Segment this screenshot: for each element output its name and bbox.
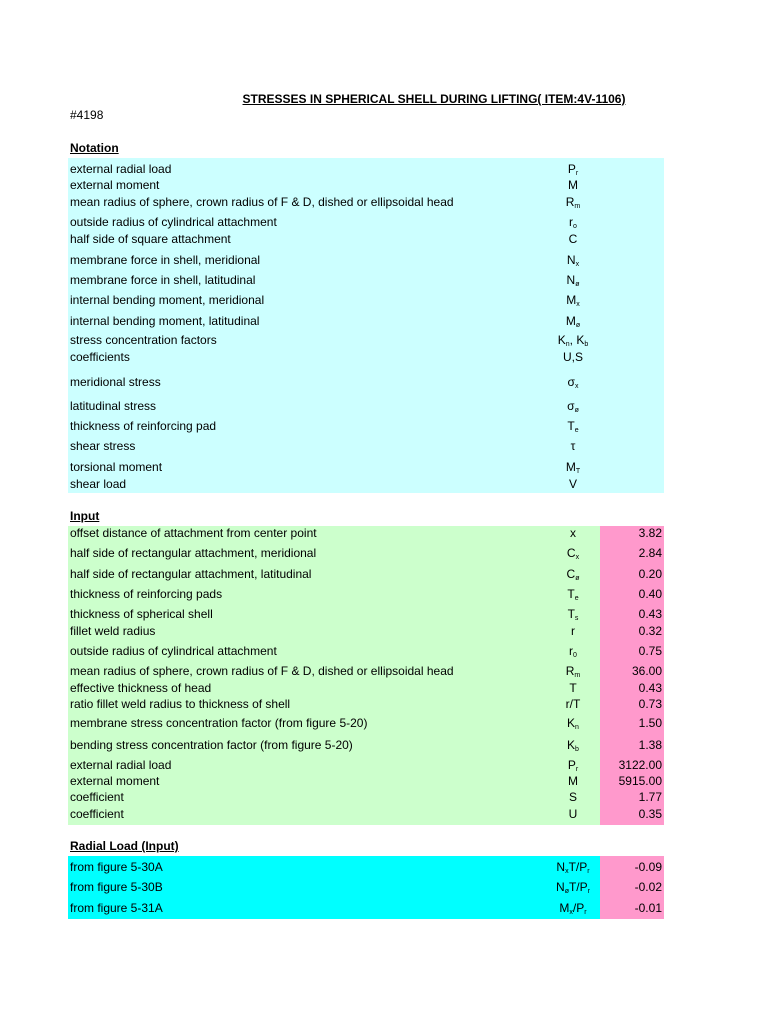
table-row [70, 696, 662, 712]
table-row [70, 214, 662, 230]
symbol-base-2: T/P [568, 880, 588, 894]
row-label: half side of square attachment [70, 232, 231, 246]
row-label: external moment [70, 178, 160, 192]
row-label: bending stress concentration factor (from figure 5-20) [70, 738, 353, 752]
table-row [70, 349, 662, 365]
symbol-base: N [556, 880, 565, 894]
symbol-base: r/T [565, 697, 581, 711]
table-row [70, 418, 662, 434]
symbol-base: N [566, 253, 576, 267]
table-row [70, 663, 662, 679]
row-value: 1.77 [638, 790, 662, 804]
table-row [70, 606, 662, 622]
row-label: membrane force in shell, meridional [70, 253, 261, 267]
document-number: #4198 [70, 108, 104, 122]
row-label: outside radius of cylindrical attachment [70, 644, 277, 658]
row-value: 5915.00 [618, 774, 662, 788]
symbol-base: T [567, 587, 575, 601]
symbol-base-2: /P [572, 901, 585, 915]
table-row [70, 161, 662, 177]
symbol-subscript: e [574, 427, 579, 434]
symbol-subscript-2: r [584, 909, 587, 916]
row-label: external radial load [70, 758, 172, 772]
row-label: membrane stress concentration factor (from figure 5-20) [70, 716, 368, 730]
symbol-base: V [568, 477, 577, 491]
symbol-base: N [556, 860, 566, 874]
symbol-base: U,S [562, 350, 583, 364]
symbol-subscript: s [574, 615, 579, 622]
symbol-subscript: n [575, 724, 579, 731]
symbol-subscript: x [565, 868, 569, 875]
row-label: half side of rectangular attachment, meridional [70, 546, 317, 560]
row-label: from figure 5-30A [70, 860, 163, 874]
row-value: -0.02 [634, 880, 662, 894]
row-label: outside radius of cylindrical attachment [70, 215, 277, 229]
row-value: 1.50 [638, 716, 662, 730]
table-row [70, 586, 662, 602]
symbol-subscript: ø [575, 575, 580, 582]
table-row [70, 545, 662, 561]
symbol-base: M [559, 901, 570, 915]
row-value: 0.20 [638, 567, 662, 581]
symbol-base: T [569, 681, 577, 695]
table-row [70, 177, 662, 193]
table-row [70, 900, 662, 916]
row-label: external moment [70, 774, 160, 788]
row-label: coefficients [70, 350, 130, 364]
symbol-base: τ [570, 439, 576, 453]
row-label: thickness of spherical shell [70, 607, 213, 621]
row-symbol [510, 418, 636, 434]
table-row [70, 292, 662, 308]
row-value: 0.35 [638, 807, 662, 821]
symbol-subscript: x [574, 383, 579, 390]
row-label: internal bending moment, latitudinal [70, 314, 260, 328]
row-label: thickness of reinforcing pads [70, 587, 223, 601]
row-label: half side of rectangular attachment, latitudinal [70, 567, 312, 581]
row-label: coefficient [70, 790, 124, 804]
row-symbol [510, 374, 636, 390]
row-label: fillet weld radius [70, 624, 156, 638]
row-symbol [510, 194, 636, 210]
symbol-base: T [567, 419, 575, 433]
table-row [70, 476, 662, 492]
symbol-base: T [567, 607, 575, 621]
row-label: offset distance of attachment from center point [70, 526, 317, 540]
row-symbol [510, 272, 636, 288]
symbol-subscript: x [575, 554, 580, 561]
table-row [70, 715, 662, 731]
symbol-subscript: 0 [573, 652, 577, 659]
symbol-base: σ [567, 375, 575, 389]
table-row [70, 272, 662, 288]
row-value: 0.43 [638, 681, 662, 695]
row-label: internal bending moment, meridional [70, 293, 265, 307]
row-value: 0.32 [638, 624, 662, 638]
symbol-base: U [568, 807, 578, 821]
table-row [70, 859, 662, 875]
row-label: stress concentration factors [70, 333, 217, 347]
symbol-base: K [557, 333, 566, 347]
table-row [70, 459, 662, 475]
table-row [70, 643, 662, 659]
symbol-subscript: b [575, 746, 579, 753]
row-label: shear stress [70, 439, 136, 453]
row-symbol [510, 292, 636, 308]
row-value: -0.09 [634, 860, 662, 874]
symbol-subscript: ø [575, 281, 580, 288]
row-symbol [510, 438, 636, 454]
symbol-base: P [567, 162, 576, 176]
table-row [70, 194, 662, 210]
symbol-subscript: ø [574, 407, 579, 414]
symbol-base-2: T/P [568, 860, 588, 874]
row-label: ratio fillet weld radius to thickness of shell [70, 697, 291, 711]
symbol-base-2: , K [569, 333, 585, 347]
row-value: 0.75 [638, 644, 662, 658]
document-title: STRESSES IN SPHERICAL SHELL DURING LIFTING( ITEM:4V-1106) [242, 92, 626, 106]
row-symbol [510, 398, 636, 414]
symbol-base: K [567, 738, 576, 752]
row-label: mean radius of sphere, crown radius of F & D, dished or ellipsoidal head [70, 664, 454, 678]
row-value: 3.82 [638, 526, 662, 540]
table-row [70, 806, 662, 822]
row-label: effective thickness of head [70, 681, 212, 695]
row-label: external radial load [70, 162, 172, 176]
symbol-subscript-2: r [587, 888, 590, 895]
symbol-subscript: m [574, 203, 581, 210]
symbol-base: S [568, 790, 577, 804]
symbol-base: P [567, 758, 576, 772]
row-label: thickness of reinforcing pad [70, 419, 217, 433]
row-value: 0.43 [638, 607, 662, 621]
row-symbol [510, 161, 636, 177]
symbol-subscript: r [575, 170, 579, 177]
row-value: 3122.00 [618, 758, 662, 772]
row-symbol [510, 476, 636, 492]
symbol-subscript: x [575, 261, 580, 268]
symbol-base: σ [567, 399, 575, 413]
row-label: from figure 5-30B [70, 880, 163, 894]
notation-heading: Notation [70, 141, 119, 155]
table-row [70, 566, 662, 582]
symbol-base: R [565, 195, 575, 209]
symbol-base: C [566, 546, 576, 560]
row-label: meridional stress [70, 375, 161, 389]
symbol-base: M [568, 178, 578, 192]
symbol-base: C [566, 567, 576, 581]
symbol-base: r [569, 644, 574, 658]
symbol-base: K [567, 716, 576, 730]
symbol-subscript: o [573, 223, 577, 230]
table-row [70, 525, 662, 541]
row-value: 1.38 [638, 738, 662, 752]
row-symbol [510, 252, 636, 268]
row-label: torsional moment [70, 460, 163, 474]
symbol-subscript: ø [564, 888, 569, 895]
radial-heading: Radial Load (Input) [70, 839, 179, 853]
row-value: 0.73 [638, 697, 662, 711]
symbol-base: x [570, 526, 576, 540]
table-row [70, 773, 662, 789]
symbol-subscript: n [565, 341, 570, 348]
table-row [70, 313, 662, 329]
table-row [70, 623, 662, 639]
table-row [70, 737, 662, 753]
row-symbol [510, 459, 636, 475]
table-row [70, 374, 662, 390]
symbol-subscript-2: r [587, 868, 590, 875]
row-value: 2.84 [638, 546, 662, 560]
row-symbol [510, 332, 636, 348]
symbol-subscript: e [574, 595, 579, 602]
symbol-subscript: x [569, 909, 573, 916]
table-row [70, 332, 662, 348]
table-row [70, 789, 662, 805]
row-label: from figure 5-31A [70, 901, 163, 915]
row-label: membrane force in shell, latitudinal [70, 273, 256, 287]
symbol-base: r [571, 624, 575, 638]
row-label: mean radius of sphere, crown radius of F & D, dished or ellipsoidal head [70, 195, 454, 209]
symbol-subscript-2: b [584, 341, 589, 348]
table-row [70, 879, 662, 895]
row-value: 0.40 [638, 587, 662, 601]
table-row [70, 252, 662, 268]
symbol-base: N [566, 273, 576, 287]
symbol-base: M [568, 774, 578, 788]
input-heading: Input [70, 509, 100, 523]
row-symbol [510, 349, 636, 365]
row-symbol [510, 177, 636, 193]
symbol-subscript: x [576, 301, 580, 308]
table-row [70, 231, 662, 247]
symbol-subscript: r [575, 766, 579, 773]
symbol-base: M [565, 460, 576, 474]
symbol-subscript: ø [575, 322, 581, 329]
symbol-base: C [568, 232, 578, 246]
row-value: 36.00 [631, 664, 662, 678]
table-row [70, 438, 662, 454]
row-label: latitudinal stress [70, 399, 157, 413]
row-symbol [510, 313, 636, 329]
table-row [70, 680, 662, 696]
table-row [70, 398, 662, 414]
symbol-base: r [569, 215, 574, 229]
row-label: shear load [70, 477, 127, 491]
row-label: coefficient [70, 807, 124, 821]
symbol-subscript: T [575, 468, 581, 475]
row-value: -0.01 [634, 901, 662, 915]
symbol-base: M [565, 314, 576, 328]
symbol-base: R [565, 664, 575, 678]
symbol-subscript: m [574, 672, 581, 679]
symbol-base: M [566, 293, 577, 307]
table-row [70, 757, 662, 773]
row-symbol [510, 231, 636, 247]
row-symbol [510, 214, 636, 230]
